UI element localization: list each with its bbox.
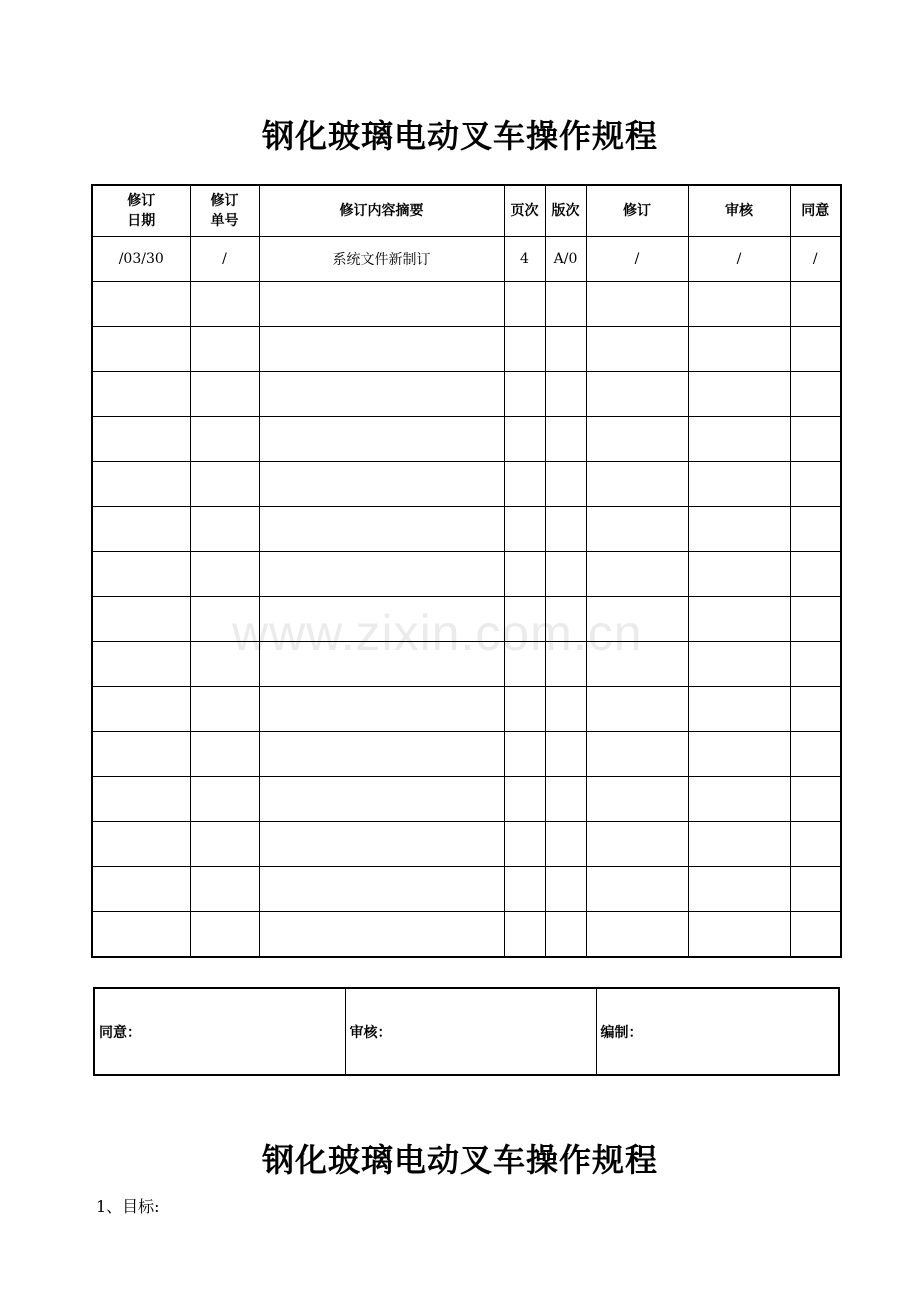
empty-cell[interactable] xyxy=(586,417,688,462)
empty-cell[interactable] xyxy=(545,687,586,732)
empty-cell[interactable] xyxy=(504,867,545,912)
empty-cell[interactable] xyxy=(259,687,504,732)
empty-cell[interactable] xyxy=(190,597,259,642)
empty-cell[interactable] xyxy=(259,822,504,867)
empty-table-row xyxy=(92,732,841,777)
empty-cell[interactable] xyxy=(545,642,586,687)
empty-table-row xyxy=(92,282,841,327)
empty-cell[interactable] xyxy=(790,327,841,372)
empty-cell[interactable] xyxy=(190,822,259,867)
empty-cell[interactable] xyxy=(92,867,190,912)
empty-cell[interactable] xyxy=(92,372,190,417)
signoff-row xyxy=(94,988,839,1075)
empty-cell[interactable] xyxy=(688,552,790,597)
empty-cell[interactable] xyxy=(688,597,790,642)
empty-cell[interactable] xyxy=(688,372,790,417)
document-title-repeat: 钢化玻璃电动叉车操作规程 xyxy=(261,1141,658,1179)
empty-cell[interactable] xyxy=(545,417,586,462)
empty-table-row xyxy=(92,552,841,597)
empty-cell[interactable] xyxy=(504,597,545,642)
header-revision-date: 修订 日期 xyxy=(92,185,190,237)
document-title: 钢化玻璃电动叉车操作规程 xyxy=(261,117,658,155)
empty-table-row xyxy=(92,642,841,687)
empty-table-row xyxy=(92,507,841,552)
empty-cell[interactable] xyxy=(504,732,545,777)
empty-cell[interactable] xyxy=(586,687,688,732)
empty-cell[interactable] xyxy=(790,417,841,462)
empty-table-row xyxy=(92,327,841,372)
empty-cell[interactable] xyxy=(688,327,790,372)
empty-cell[interactable] xyxy=(92,552,190,597)
header-version: 版次 xyxy=(545,185,586,237)
empty-cell[interactable] xyxy=(92,597,190,642)
table-row xyxy=(92,237,841,282)
empty-table-row xyxy=(92,687,841,732)
empty-cell[interactable] xyxy=(92,822,190,867)
empty-cell[interactable] xyxy=(545,327,586,372)
empty-cell[interactable] xyxy=(504,372,545,417)
empty-cell[interactable] xyxy=(545,732,586,777)
empty-cell[interactable] xyxy=(92,417,190,462)
empty-cell[interactable] xyxy=(545,462,586,507)
empty-cell[interactable] xyxy=(504,822,545,867)
empty-cell[interactable] xyxy=(545,372,586,417)
empty-cell[interactable] xyxy=(190,282,259,327)
cell-summary: 系统文件新制订 xyxy=(259,237,504,282)
empty-cell[interactable] xyxy=(790,687,841,732)
empty-cell[interactable] xyxy=(504,912,545,958)
empty-cell[interactable] xyxy=(790,372,841,417)
watermark: www.zixin.com.cn xyxy=(232,605,643,661)
empty-cell[interactable] xyxy=(790,777,841,822)
empty-cell[interactable] xyxy=(586,732,688,777)
empty-cell[interactable] xyxy=(259,867,504,912)
empty-cell[interactable] xyxy=(259,507,504,552)
cell-order-no: / xyxy=(190,237,259,282)
empty-cell[interactable] xyxy=(545,822,586,867)
empty-cell[interactable] xyxy=(586,822,688,867)
empty-cell[interactable] xyxy=(190,552,259,597)
empty-cell[interactable] xyxy=(790,597,841,642)
empty-cell[interactable] xyxy=(259,732,504,777)
empty-cell[interactable] xyxy=(259,372,504,417)
empty-cell[interactable] xyxy=(545,777,586,822)
empty-cell[interactable] xyxy=(586,912,688,958)
revision-header-row xyxy=(92,185,841,237)
empty-cell[interactable] xyxy=(545,282,586,327)
empty-cell[interactable] xyxy=(190,507,259,552)
empty-cell[interactable] xyxy=(504,462,545,507)
empty-cell[interactable] xyxy=(586,597,688,642)
empty-cell[interactable] xyxy=(688,822,790,867)
empty-cell[interactable] xyxy=(92,732,190,777)
empty-cell[interactable] xyxy=(92,462,190,507)
prepare-signoff-cell[interactable]: 编制： xyxy=(596,988,839,1075)
empty-cell[interactable] xyxy=(790,507,841,552)
empty-cell[interactable] xyxy=(545,867,586,912)
empty-cell[interactable] xyxy=(190,462,259,507)
empty-table-row xyxy=(92,462,841,507)
empty-cell[interactable] xyxy=(190,687,259,732)
header-approved-by: 同意 xyxy=(790,185,841,237)
empty-cell[interactable] xyxy=(545,507,586,552)
empty-cell[interactable] xyxy=(586,327,688,372)
cell-date: /03/30 xyxy=(92,237,190,282)
empty-cell[interactable] xyxy=(688,417,790,462)
signoff-table xyxy=(93,987,840,1076)
empty-cell[interactable] xyxy=(92,642,190,687)
empty-cell[interactable] xyxy=(688,867,790,912)
empty-cell[interactable] xyxy=(190,642,259,687)
empty-cell[interactable] xyxy=(259,417,504,462)
revision-record-table xyxy=(91,184,842,958)
empty-cell[interactable] xyxy=(545,597,586,642)
header-page: 页次 xyxy=(504,185,545,237)
empty-cell[interactable] xyxy=(504,687,545,732)
empty-cell[interactable] xyxy=(586,867,688,912)
empty-cell[interactable] xyxy=(92,777,190,822)
empty-cell[interactable] xyxy=(688,732,790,777)
empty-table-row xyxy=(92,912,841,958)
cell-page: 4 xyxy=(504,237,545,282)
empty-cell[interactable] xyxy=(790,552,841,597)
empty-table-row xyxy=(92,777,841,822)
empty-cell[interactable] xyxy=(259,912,504,958)
empty-cell[interactable] xyxy=(92,507,190,552)
empty-cell[interactable] xyxy=(790,822,841,867)
empty-cell[interactable] xyxy=(92,687,190,732)
empty-cell[interactable] xyxy=(790,642,841,687)
empty-cell[interactable] xyxy=(259,777,504,822)
header-revision-order-no: 修订 单号 xyxy=(190,185,259,237)
empty-cell[interactable] xyxy=(790,912,841,958)
empty-cell[interactable] xyxy=(790,867,841,912)
empty-cell[interactable] xyxy=(688,687,790,732)
cell-revised-by: / xyxy=(586,237,688,282)
empty-cell[interactable] xyxy=(190,912,259,958)
empty-cell[interactable] xyxy=(545,912,586,958)
empty-cell[interactable] xyxy=(92,327,190,372)
empty-cell[interactable] xyxy=(259,282,504,327)
empty-cell[interactable] xyxy=(688,462,790,507)
empty-cell[interactable] xyxy=(586,642,688,687)
empty-cell[interactable] xyxy=(504,327,545,372)
empty-cell[interactable] xyxy=(504,642,545,687)
approve-signoff-cell[interactable]: 同意： xyxy=(94,988,345,1075)
empty-cell[interactable] xyxy=(259,642,504,687)
empty-cell[interactable] xyxy=(190,372,259,417)
empty-table-row xyxy=(92,822,841,867)
empty-cell[interactable] xyxy=(259,552,504,597)
empty-cell[interactable] xyxy=(92,282,190,327)
header-reviewed-by: 审核 xyxy=(688,185,790,237)
empty-cell[interactable] xyxy=(504,417,545,462)
empty-cell[interactable] xyxy=(190,327,259,372)
cell-reviewed-by: / xyxy=(688,237,790,282)
empty-table-row xyxy=(92,372,841,417)
empty-cell[interactable] xyxy=(586,462,688,507)
empty-cell[interactable] xyxy=(259,597,504,642)
empty-cell[interactable] xyxy=(586,507,688,552)
section-heading-objective: 1、目标: xyxy=(96,1197,160,1216)
empty-table-row xyxy=(92,597,841,642)
empty-cell[interactable] xyxy=(504,507,545,552)
empty-cell[interactable] xyxy=(190,867,259,912)
empty-cell[interactable] xyxy=(586,372,688,417)
empty-cell[interactable] xyxy=(504,552,545,597)
empty-table-row xyxy=(92,417,841,462)
empty-table-row xyxy=(92,867,841,912)
empty-cell[interactable] xyxy=(688,282,790,327)
empty-cell[interactable] xyxy=(190,417,259,462)
empty-cell[interactable] xyxy=(688,507,790,552)
empty-cell[interactable] xyxy=(586,552,688,597)
empty-cell[interactable] xyxy=(259,462,504,507)
empty-cell[interactable] xyxy=(586,282,688,327)
empty-cell[interactable] xyxy=(688,912,790,958)
header-revised-by: 修订 xyxy=(586,185,688,237)
empty-cell[interactable] xyxy=(790,462,841,507)
empty-cell[interactable] xyxy=(504,282,545,327)
empty-cell[interactable] xyxy=(688,642,790,687)
empty-cell[interactable] xyxy=(545,552,586,597)
empty-cell[interactable] xyxy=(259,327,504,372)
empty-cell[interactable] xyxy=(688,777,790,822)
empty-cell[interactable] xyxy=(504,777,545,822)
cell-approved-by: / xyxy=(790,237,841,282)
header-revision-summary: 修订内容摘要 xyxy=(259,185,504,237)
cell-version: A/0 xyxy=(545,237,586,282)
empty-cell[interactable] xyxy=(586,777,688,822)
empty-cell[interactable] xyxy=(92,912,190,958)
empty-cell[interactable] xyxy=(790,282,841,327)
review-signoff-cell[interactable]: 审核： xyxy=(345,988,596,1075)
empty-cell[interactable] xyxy=(190,732,259,777)
empty-cell[interactable] xyxy=(190,777,259,822)
empty-cell[interactable] xyxy=(790,732,841,777)
